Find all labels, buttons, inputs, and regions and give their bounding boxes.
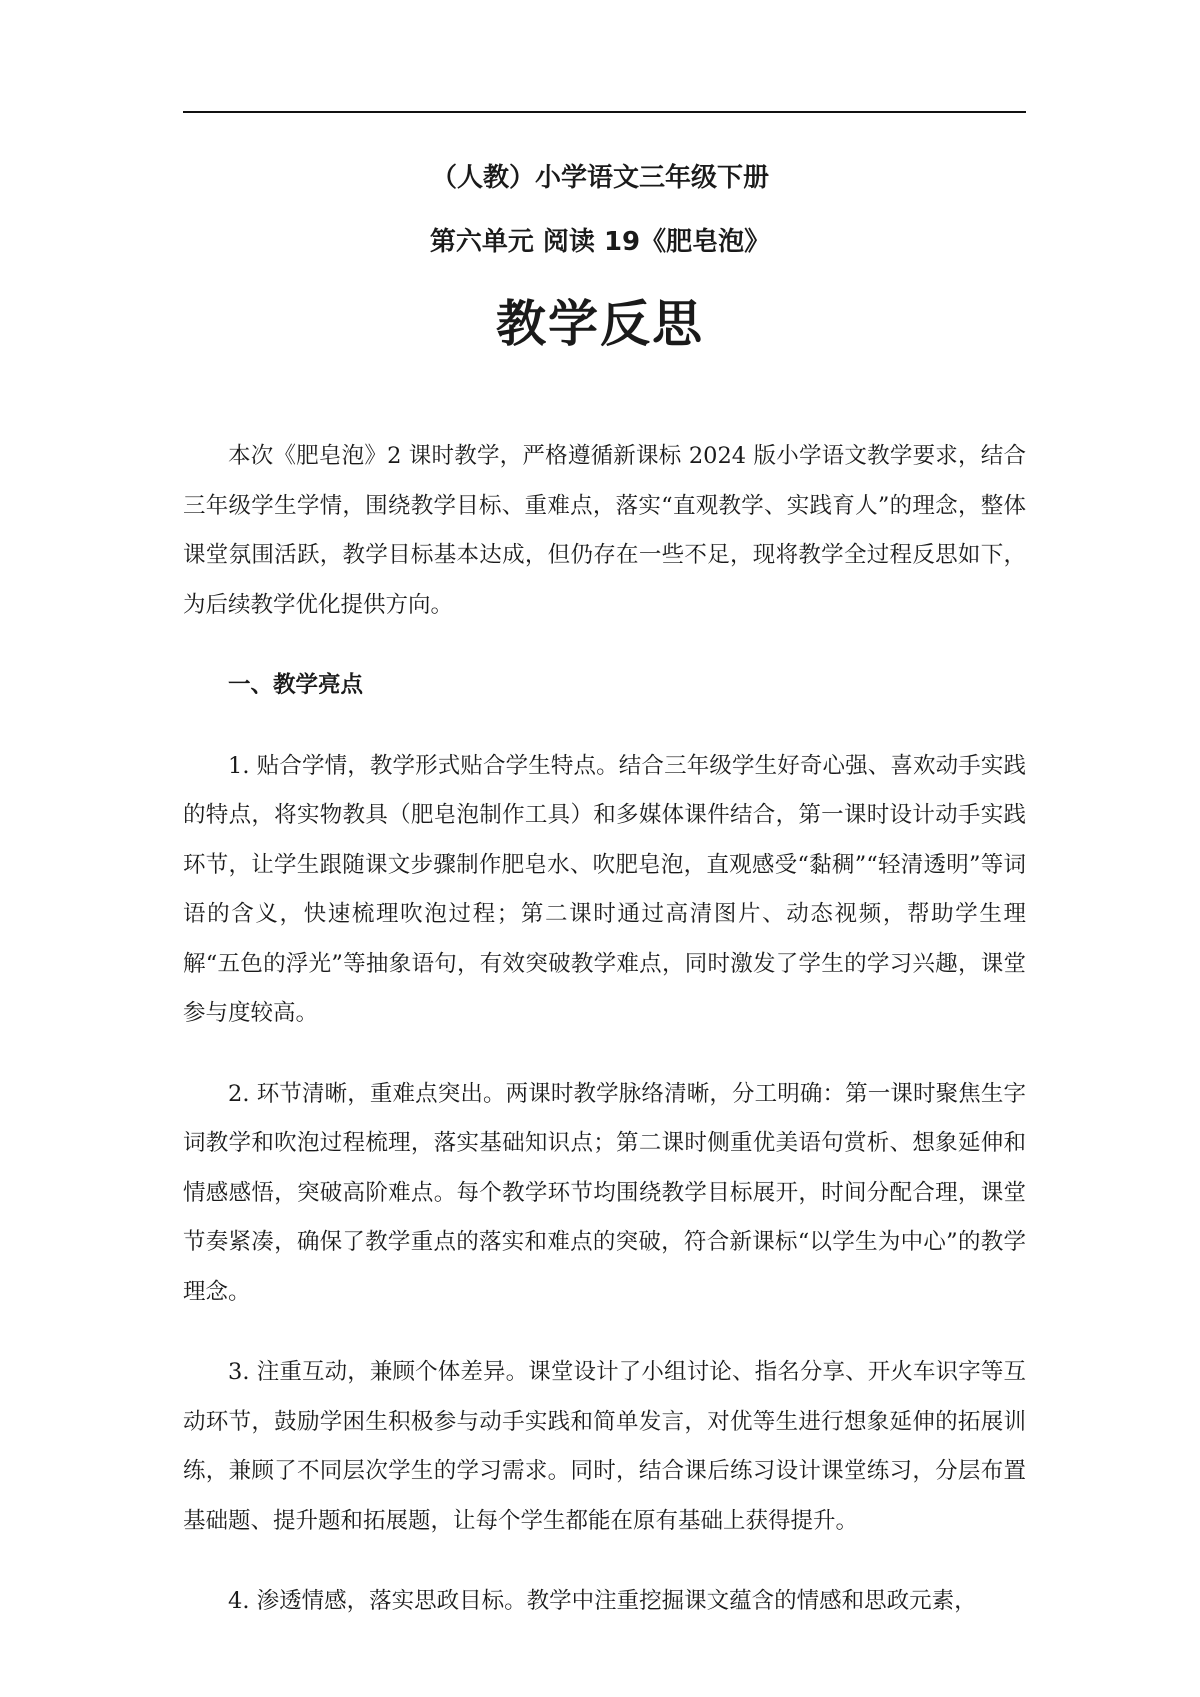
intro-paragraph: 本次《肥皂泡》2 课时教学，严格遵循新课标 2024 版小学语文教学要求，结合三年级学生学情，围绕教学目标、重难点，落实“直观教学、实践育人”的理念，整体课堂氛围活跃，教学目标基本达成，但仍存在一些不足，现将教学全过程反思如下，为后续教学优化提供方向。 [183, 443, 1026, 618]
highlight-point-3: 3. 注重互动，兼顾个体差异。课堂设计了小组讨论、指名分享、开火车识字等互动环节，鼓励学困生积极参与动手实践和简单发言，对优等生进行想象延伸的拓展训练，兼顾了不同层次学生的学习需求。同时，结合课后练习设计课堂练习，分层布置基础题、提升题和拓展题，让每个学生都能在原有基础上获得提升。 [183, 1359, 1026, 1534]
document-subtitle-lesson: 第六单元 阅读 19《肥皂泡》 [429, 227, 771, 257]
document-subtitle-grade: （人教）小学语文三年级下册 [430, 163, 769, 193]
highlight-point-2: 2. 环节清晰，重难点突出。两课时教学脉络清晰，分工明确：第一课时聚焦生字词教学和吹泡过程梳理，落实基础知识点；第二课时侧重优美语句赏析、想象延伸和情感感悟，突破高阶难点。每个教学环节均围绕教学目标展开，时间分配合理，课堂节奏紧凑，确保了教学重点的落实和难点的突破，符合新课标“以学生为中心”的教学理念。 [183, 1080, 1026, 1305]
section-heading-highlights: 一、教学亮点 [228, 672, 364, 698]
highlight-point-1: 1. 贴合学情，教学形式贴合学生特点。结合三年级学生好奇心强、喜欢动手实践的特点，将实物教具（肥皂泡制作工具）和多媒体课件结合，第一课时设计动手实践环节，让学生跟随课文步骤制作肥皂水、吹肥皂泡，直观感受“黏稠”“轻清透明”等词语的含义，快速梳理吹泡过程；第二课时通过高清图片、动态视频，帮助学生理解“五色的浮光”等抽象语句，有效突破教学难点，同时激发了学生的学习兴趣，课堂参与度较高。 [183, 752, 1026, 1026]
document-title: 教学反思 [496, 295, 704, 353]
highlight-point-4: 4. 渗透情感，落实思政目标。教学中注重挖掘课文蕴含的情感和思政元素， [228, 1588, 977, 1614]
header-rule [183, 111, 1026, 113]
document-body [183, 432, 1026, 1627]
